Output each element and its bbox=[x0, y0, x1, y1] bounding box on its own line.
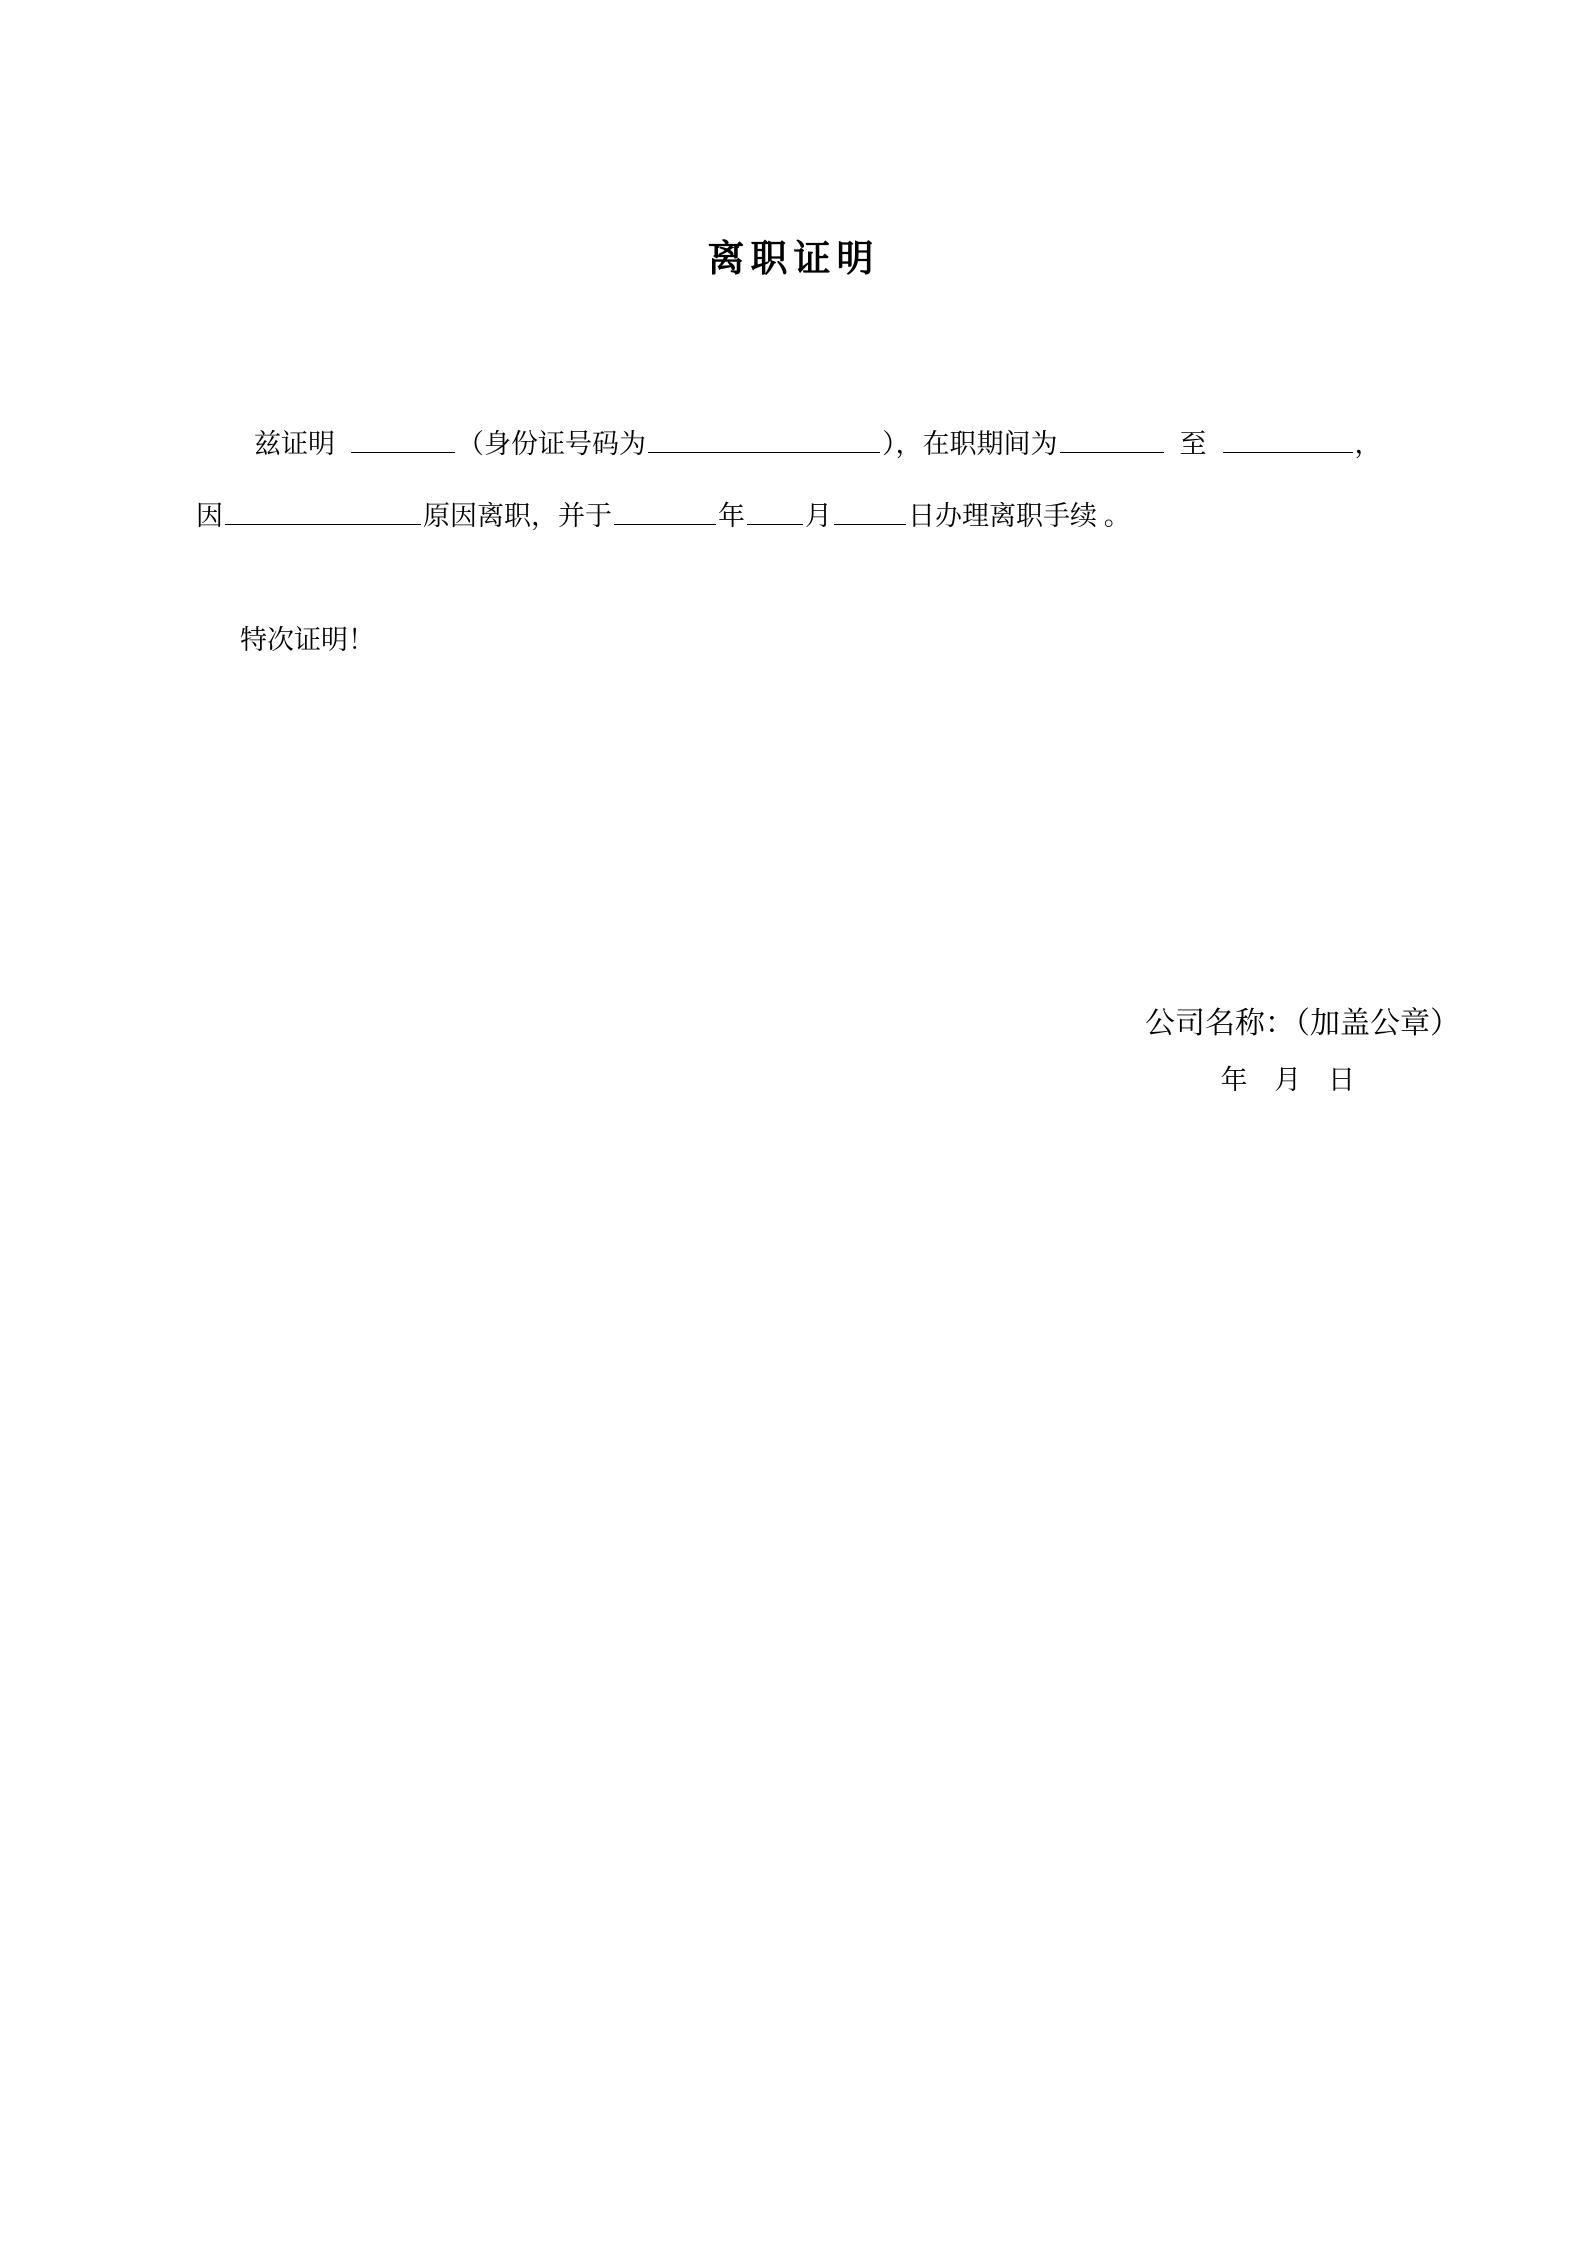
signature-date-line: 年 月 日 bbox=[1220, 1065, 1365, 1095]
id-label: （身份证号码为 bbox=[457, 429, 646, 459]
special-note: 特次证明！ bbox=[240, 625, 375, 655]
resign-year-blank[interactable] bbox=[614, 500, 716, 525]
resign-month-blank[interactable] bbox=[747, 500, 803, 525]
resign-reason-blank[interactable] bbox=[225, 500, 421, 525]
certify-line-2 bbox=[196, 480, 1456, 552]
period-start-blank[interactable] bbox=[1060, 428, 1164, 453]
document-body bbox=[196, 408, 1456, 552]
resign-date-label: 原因离职，并于 bbox=[423, 501, 612, 531]
period-end-blank[interactable] bbox=[1223, 428, 1353, 453]
year-unit: 年 bbox=[718, 501, 745, 531]
certify-label: 兹证明 bbox=[254, 429, 335, 459]
procedure-text: 日办理离职手续 。 bbox=[908, 501, 1131, 531]
certify-line-1 bbox=[196, 408, 1456, 480]
id-number-blank[interactable] bbox=[648, 428, 880, 453]
employment-period-label: ），在职期间为 bbox=[882, 429, 1058, 459]
resign-day-blank[interactable] bbox=[834, 500, 906, 525]
month-unit: 月 bbox=[805, 501, 832, 531]
page-title: 离职证明 bbox=[707, 236, 880, 280]
reason-label: 因 bbox=[196, 501, 223, 531]
to-label: 至 bbox=[1179, 429, 1207, 459]
employee-name-blank[interactable] bbox=[351, 428, 455, 453]
comma-mark: ， bbox=[1354, 429, 1382, 459]
company-name-label: 公司名称：（加盖公章） bbox=[1145, 1007, 1460, 1040]
